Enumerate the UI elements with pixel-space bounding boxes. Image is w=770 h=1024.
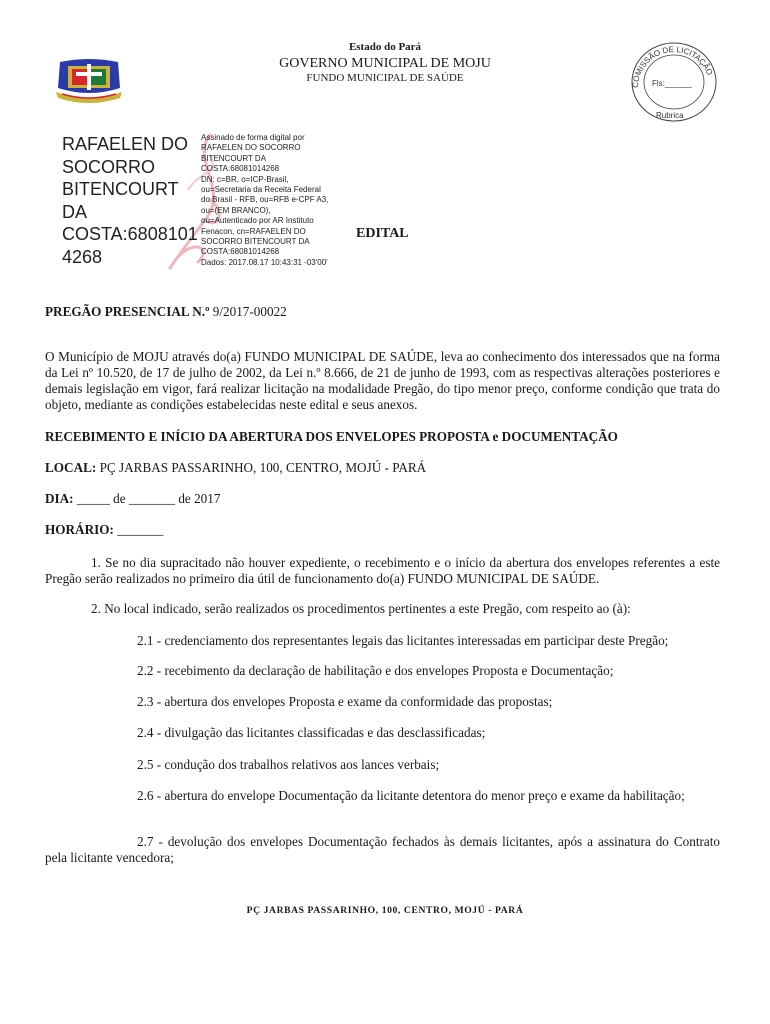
signer-name-line: RAFAELEN DO <box>62 134 189 154</box>
signature-signer-name <box>62 133 202 268</box>
signature-detail-line: ou=Secretaria da Receita Federal <box>201 185 321 195</box>
signature-detail-line: do Brasil - RFB, ou=RFB e-CPF A3, <box>201 195 329 205</box>
signature-detail-line: BITENCOURT DA <box>201 153 267 163</box>
signature-detail-line: COSTA:68081014268 <box>201 164 280 174</box>
commission-stamp <box>628 40 720 122</box>
signature-detail-line: Dados: 2017.08.17 10:43:31 -03'00' <box>201 257 328 267</box>
signer-name-line: BITENCOURT <box>62 179 179 199</box>
header-government: GOVERNO MUNICIPAL DE MOJU <box>279 56 491 71</box>
horario-line <box>45 522 725 538</box>
municipal-coat-of-arms-logo <box>54 58 124 104</box>
signature-detail-line: RAFAELEN DO SOCORRO <box>201 143 301 153</box>
signer-name-line: 4268 <box>62 246 103 267</box>
pregao-number: 9/2017-00022 <box>209 304 287 319</box>
signature-detail-line: COSTA:68081014268 <box>201 247 280 257</box>
page-footer: PÇ JARBAS PASSARINHO, 100, CENTRO, MOJÚ - PARÁ <box>246 905 524 916</box>
subitem-2-6: 2.6 - abertura do envelope Documentação da licitante detentora do menor preço e exame da habilitação; <box>137 788 685 803</box>
signature-detail-line: ou=(EM BRANCO), <box>201 205 271 215</box>
signer-name-line: DA <box>62 201 88 222</box>
horario-label: HORÁRIO: <box>45 522 114 537</box>
dia-label: DIA: <box>45 491 74 506</box>
header-state: Estado do Pará <box>348 41 422 53</box>
local-value: PÇ JARBAS PASSARINHO, 100, CENTRO, MOJÚ - PARÁ <box>96 460 427 475</box>
signer-name-line: COSTA:6808101 <box>62 224 198 244</box>
subitem-2-3: 2.3 - abertura dos envelopes Proposta e exame da conformidade das propostas; <box>137 694 553 709</box>
header-fund: FUNDO MUNICIPAL DE SAÚDE <box>306 72 464 84</box>
signature-detail-line: Fenacon, cn=RAFAELEN DO <box>201 226 306 236</box>
stamp-rubrica-label: Rubrica <box>656 111 684 120</box>
intro-paragraph: O Município de MOJU através do(a) FUNDO MUNICIPAL DE SAÚDE, leva ao conhecimento dos interessados que na forma da Lei nº 10.520, de 17 de julho de 2002, da Lei n.º 8.666, de 21 de junho de 1993, com as respectivas alterações posteriores e demais legislação em vigor, fará realizar licitação na modalidade Pregão, do tipo menor preço, conforme condição que trata do objeto, mediante as condições estabelecidas neste edital e seus anexos. <box>45 349 720 412</box>
signature-detail-line: SOCORRO BITENCOURT DA <box>201 237 310 247</box>
signature-detail-line: DN: c=BR, o=ICP-Brasil, <box>201 174 289 184</box>
subitem-2-7: 2.7 - devolução dos envelopes Documentação fechados às demais licitantes, após a assinatura do Contrato pela licitante vencedora; <box>45 834 720 865</box>
item-2: 2. No local indicado, serão realizados os procedimentos pertinentes a este Pregão, com respeito ao (à): <box>91 601 631 616</box>
pregao-line <box>45 304 725 320</box>
signature-details <box>201 133 351 268</box>
stamp-arc-text: COMISSÃO DE LICITAÇÃO <box>630 44 715 89</box>
local-line <box>45 460 725 476</box>
stamp-fls-label: Fls:______ <box>652 79 692 88</box>
item-1: 1. Se no dia supracitado não houver expediente, o recebimento e o início da abertura dos envelopes referentes a este Pregão serão realizados no primeiro dia útil de funcionamento do(a) FUNDO MUNICIPAL DE SAÚDE. <box>45 555 720 586</box>
horario-value: _______ <box>113 522 164 537</box>
dia-line <box>45 491 725 507</box>
local-label: LOCAL: <box>45 460 97 475</box>
signature-detail-line: ou=Autenticado por AR Instituto <box>201 216 314 226</box>
subitem-2-1: 2.1 - credenciamento dos representantes legais das licitantes interessadas em participar deste Pregão; <box>137 633 669 648</box>
subitem-2-2: 2.2 - recebimento da declaração de habilitação e dos envelopes Proposta e Documentação; <box>137 663 614 678</box>
pregao-label: PREGÃO PRESENCIAL N.º <box>45 304 210 319</box>
subitem-2-4: 2.4 - divulgação das licitantes classificadas e das desclassificadas; <box>137 725 486 740</box>
dia-value: _____ de _______ de 2017 <box>73 491 221 506</box>
signer-name-line: SOCORRO <box>62 156 156 177</box>
signature-detail-line: Assinado de forma digital por <box>201 133 305 142</box>
edital-title: EDITAL <box>356 226 409 241</box>
subitem-2-5: 2.5 - condução dos trabalhos relativos aos lances verbais; <box>137 757 440 772</box>
section-title: RECEBIMENTO E INÍCIO DA ABERTURA DOS ENVELOPES PROPOSTA e DOCUMENTAÇÃO <box>45 429 618 444</box>
